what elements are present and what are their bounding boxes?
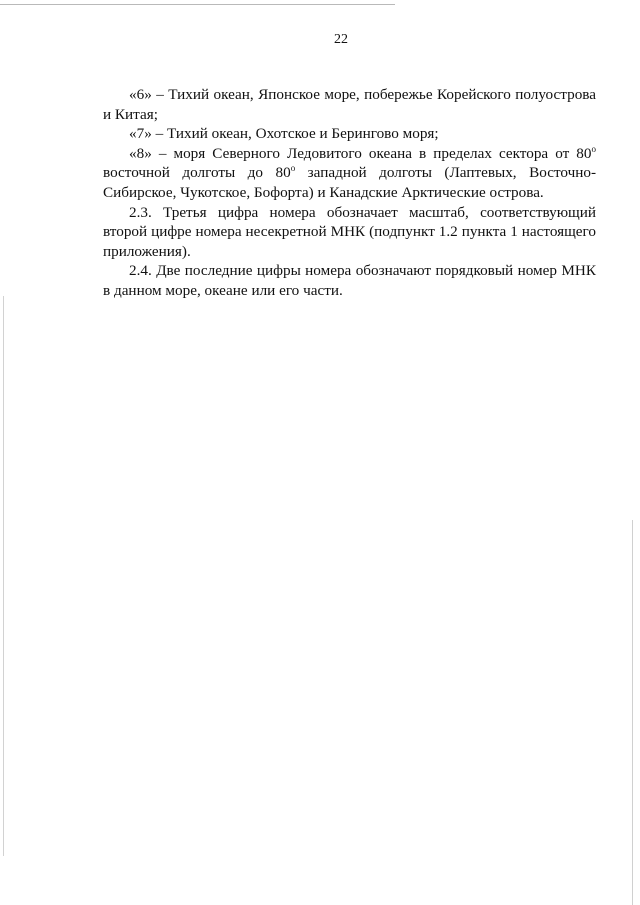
scan-edge-line: [632, 520, 633, 905]
scan-edge-line: [3, 296, 4, 856]
paragraph-text: «8» – моря Северного Ледовитого океана в пределах сектора от 80: [129, 144, 592, 162]
scan-edge-line: [0, 4, 395, 5]
paragraph-region-6: «6» – Тихий океан, Японское море, побережье Корейского полуострова и Китая;: [103, 86, 596, 123]
paragraph-2-4: 2.4. Две последние цифры номера обозначают порядковый номер МНК в данном море, океане или его части.: [103, 262, 596, 299]
degree-mark: о: [290, 163, 296, 174]
page-number: 22: [334, 32, 348, 47]
paragraph-2-3: 2.3. Третья цифра номера обозначает масштаб, соответствующий второй цифре номера несекретной МНК (подпункт 1.2 пункта 1 настоящего приложения).: [103, 203, 596, 260]
degree-mark: о: [591, 143, 596, 154]
paragraph-text: восточной долготы до 80: [103, 164, 291, 182]
document-body: [103, 85, 596, 301]
paragraph-region-8: [103, 144, 596, 203]
paragraph-text: западной долготы (Лаптевых, Восточно-Сибирское, Чукотское, Бофорта) и Канадские Арктические острова.: [103, 164, 596, 201]
paragraph-region-7: «7» – Тихий океан, Охотское и Берингово моря;: [129, 125, 439, 143]
